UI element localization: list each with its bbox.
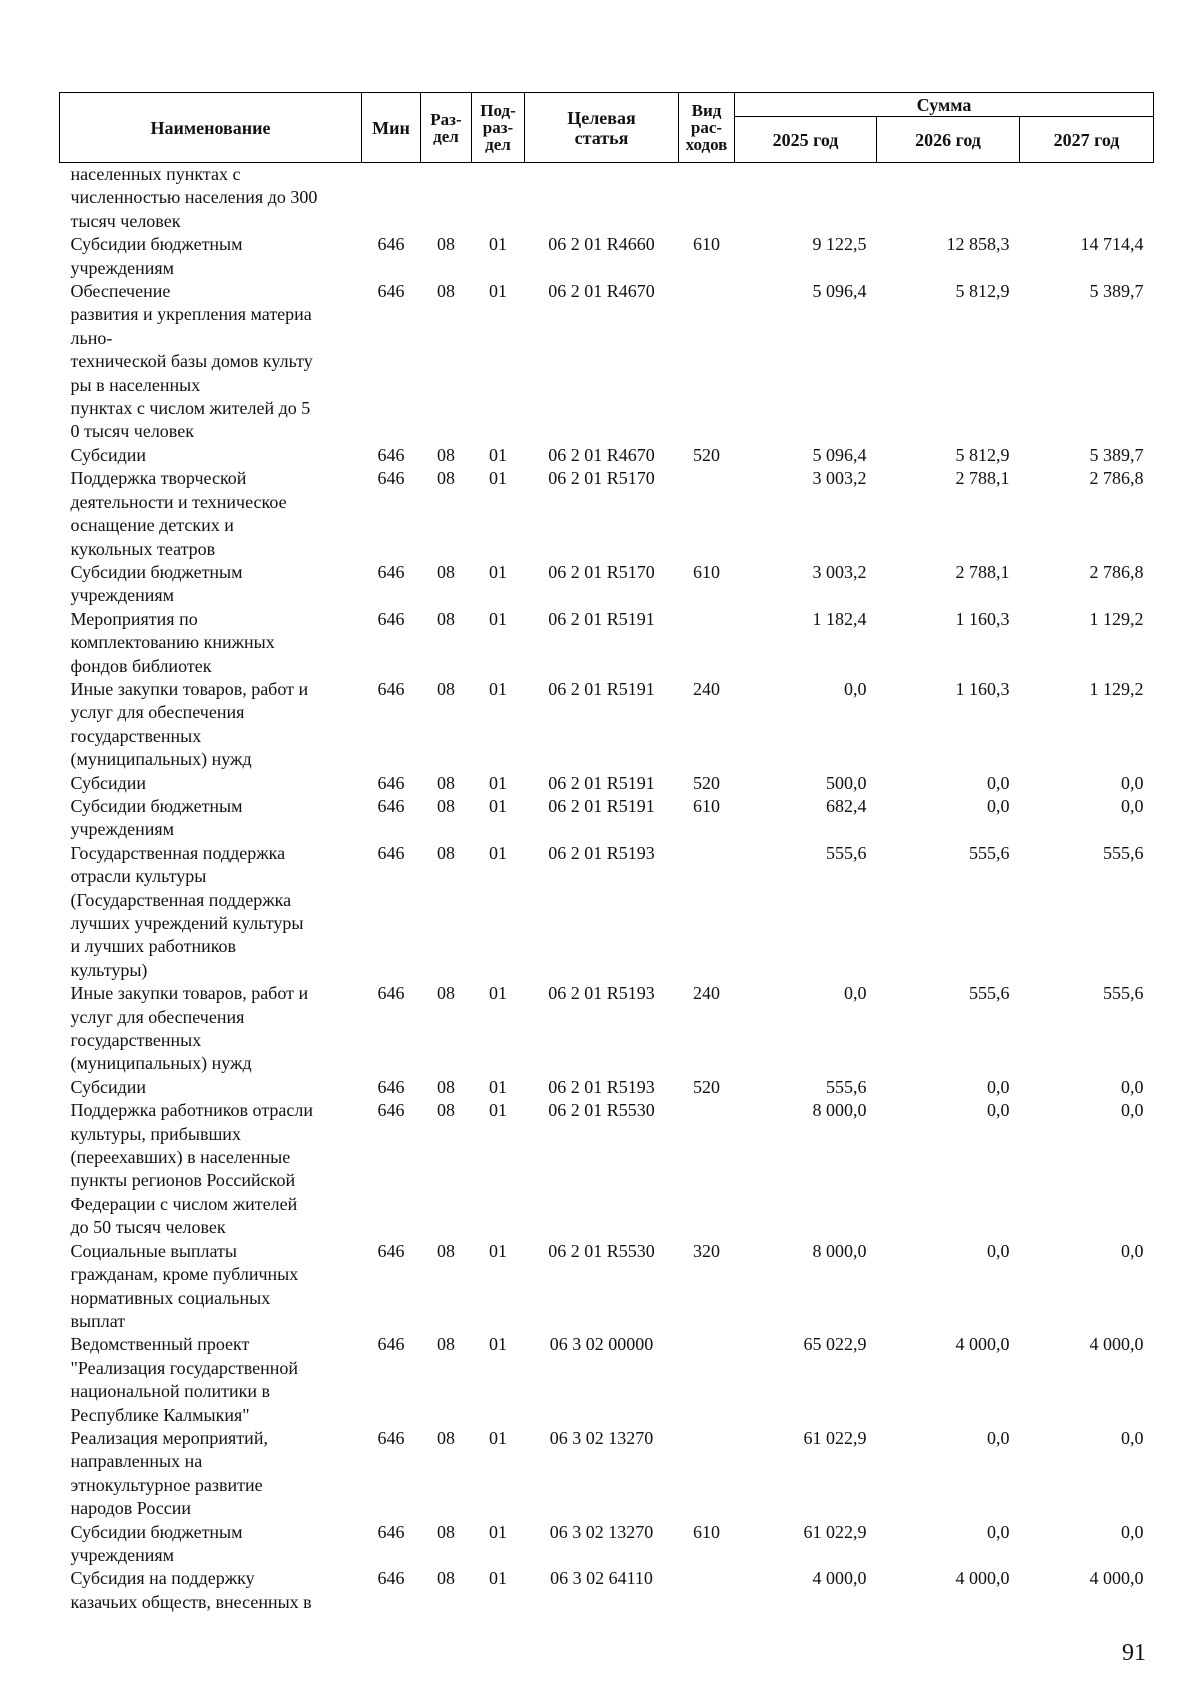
header-year-2026: 2026 год [877,117,1020,163]
row-sum-2027: 0,0 [1121,772,1144,793]
row-sum-2026: 2 788,1 [955,561,1010,582]
row-section-code: 08 [437,1100,455,1121]
row-target-article: 06 2 01 R5193 [548,983,655,1004]
row-sum-2027: 0,0 [1121,1427,1144,1448]
header-razdel: Раз- дел [421,93,472,163]
row-section-code: 08 [437,1427,455,1448]
row-sum-2025: 0,0 [844,678,867,699]
row-target-article: 06 2 01 R5193 [548,1076,655,1097]
row-sum-2025 [735,163,877,234]
row-name: Субсидии [70,772,147,793]
row-name: Обеспечение развития и укрепления материа льно- технической базы домов культу ры в населенных пунктах с числом жителей до 5 0 тысяч человек [70,281,313,442]
table-row [60,772,1154,795]
row-ministry-code [362,163,421,234]
table-row [60,1567,1154,1614]
table-row [60,1240,1154,1334]
header-expense-type: Вид рас- ходов [679,93,735,163]
row-ministry-code: 646 [377,842,405,863]
row-sum-2025: 8 000,0 [812,1240,867,1261]
row-sum-2026: 0,0 [987,1240,1010,1261]
row-expense-type: 610 [693,234,720,255]
row-sum-2027: 14 714,4 [1080,234,1144,255]
row-section-code: 08 [437,1240,455,1261]
row-name: Субсидии бюджетным учреждениям [70,234,243,278]
row-ministry-code: 646 [377,1240,405,1261]
row-subsection-code: 01 [489,772,507,793]
row-subsection-code: 01 [489,561,507,582]
row-sum-2025: 682,4 [826,795,867,816]
row-name: Субсидии бюджетным учреждениям [70,795,243,840]
row-ministry-code: 646 [377,772,405,793]
row-sum-2025: 1 182,4 [812,608,867,629]
row-sum-2027: 1 129,2 [1089,678,1144,699]
row-section-code: 08 [437,1521,455,1542]
budget-table [59,92,1154,1614]
table-row [60,1427,1154,1521]
header-min: Мин [362,93,421,163]
row-subsection-code: 01 [489,983,507,1004]
row-sum-2025: 3 003,2 [812,561,867,582]
row-sum-2026: 4 000,0 [955,1334,1010,1355]
row-sum-2026: 0,0 [987,772,1010,793]
row-ministry-code: 646 [377,795,405,816]
row-expense-type [679,842,735,982]
row-sum-2027: 0,0 [1121,1521,1144,1542]
row-target-article: 06 2 01 R5191 [548,795,655,816]
table-row [60,163,1154,234]
row-expense-type: 240 [693,678,720,699]
table-row [60,233,1154,280]
row-sum-2027: 4 000,0 [1089,1334,1144,1355]
row-sum-2026: 0,0 [987,1076,1010,1097]
row-name: Субсидии бюджетным учреждениям [70,561,243,606]
row-target-article: 06 2 01 R5191 [548,608,655,629]
header-sum: Сумма [735,93,1154,117]
row-name: Субсидии [70,1076,147,1097]
row-ministry-code: 646 [377,1568,405,1589]
row-sum-2026: 1 160,3 [955,608,1010,629]
row-target-article: 06 2 01 R4660 [548,234,655,255]
row-expense-type: 520 [693,1076,720,1097]
row-sum-2026: 5 812,9 [955,444,1010,465]
row-subsection-code: 01 [489,1076,507,1097]
row-expense-type [679,608,735,678]
row-ministry-code: 646 [377,1521,405,1542]
row-target-article: 06 2 01 R5530 [548,1100,655,1121]
row-sum-2025: 61 022,9 [803,1521,867,1542]
row-sum-2025: 555,6 [826,1076,867,1097]
table-row [60,795,1154,842]
row-target-article: 06 2 01 R5191 [548,678,655,699]
row-subsection-code: 01 [489,842,507,863]
row-expense-type: 520 [693,772,720,793]
row-name: Поддержка творческой деятельности и техническое оснащение детских и кукольных театров [70,468,287,559]
row-subsection-code: 01 [489,468,507,489]
header-name: Наименование [60,93,362,163]
row-section-code: 08 [437,795,455,816]
row-sum-2026: 5 812,9 [955,281,1010,302]
row-sum-2027: 0,0 [1121,795,1144,816]
row-target-article: 06 2 01 R5193 [548,842,655,863]
row-expense-type: 520 [693,444,720,465]
row-section-code: 08 [437,444,455,465]
table-row [60,678,1154,772]
row-sum-2027 [1020,163,1154,234]
table-row [60,608,1154,678]
row-sum-2027: 0,0 [1121,1240,1144,1261]
row-sum-2027: 0,0 [1121,1100,1144,1121]
row-name: Субсидии бюджетным учреждениям [70,1521,243,1565]
row-target-article: 06 3 02 13270 [549,1427,654,1448]
row-ministry-code: 646 [377,983,405,1004]
row-section-code: 08 [437,1076,455,1097]
row-name: Реализация мероприятий, направленных на этнокультурное развитие народов России [70,1427,268,1519]
row-subsection-code: 01 [489,234,507,255]
row-section-code: 08 [437,561,455,582]
row-section-code: 08 [437,678,455,699]
table-row [60,842,1154,982]
row-section-code: 08 [437,234,455,255]
row-ministry-code: 646 [377,234,405,255]
row-name: Поддержка работников отрасли культуры, прибывших (переехавших) в населенные пункты регионов Российской Федерации с числом жителей до 50 тысяч человек [70,1100,313,1238]
row-sum-2025: 5 096,4 [812,444,867,465]
table-header [60,93,1154,163]
row-section-code: 08 [437,983,455,1004]
row-name: Иные закупки товаров, работ и услуг для обеспечения государственных (муниципальных) нужд [70,983,309,1074]
row-sum-2026: 555,6 [969,842,1010,863]
row-ministry-code: 646 [377,468,405,489]
row-subsection-code: 01 [489,1100,507,1121]
row-target-article [525,163,679,234]
table-row [60,1099,1154,1239]
row-target-article: 06 3 02 64110 [550,1568,653,1589]
row-sum-2026: 0,0 [987,1521,1010,1542]
row-sum-2026: 555,6 [969,983,1010,1004]
row-sum-2025: 0,0 [844,983,867,1004]
row-sum-2027: 2 786,8 [1089,468,1144,489]
row-subsection-code [472,163,525,234]
row-target-article: 06 2 01 R4670 [548,444,655,465]
row-expense-type [679,1333,735,1427]
header-year-2025: 2025 год [735,117,877,163]
row-ministry-code: 646 [377,1076,405,1097]
row-expense-type [679,1427,735,1521]
row-name: Ведомственный проект "Реализация государственной национальной политики в Республике Калмыкия" [70,1334,299,1425]
row-sum-2026: 4 000,0 [955,1568,1010,1589]
row-name: Мероприятия по комплектованию книжных фондов библиотек [70,608,275,676]
table-row [60,1333,1154,1427]
row-sum-2026: 0,0 [987,795,1010,816]
table-body [60,163,1154,1615]
row-sum-2026: 2 788,1 [955,468,1010,489]
row-section-code: 08 [437,281,455,302]
row-name: Субсидия на поддержку казачьих обществ, внесенных в [70,1568,312,1612]
row-sum-2025: 4 000,0 [812,1568,867,1589]
row-expense-type: 610 [693,1521,720,1542]
row-sum-2027: 555,6 [1103,983,1144,1004]
row-ministry-code: 646 [377,561,405,582]
row-expense-type: 240 [693,983,720,1004]
table-row [60,467,1154,561]
row-sum-2025: 3 003,2 [812,468,867,489]
row-ministry-code: 646 [377,444,405,465]
table-row [60,982,1154,1076]
row-sum-2025: 500,0 [826,772,867,793]
row-section-code: 08 [437,1568,455,1589]
row-subsection-code: 01 [489,608,507,629]
page-number: 91 [1122,1640,1146,1666]
row-target-article: 06 2 01 R5170 [548,561,655,582]
row-section-code: 08 [437,1334,455,1355]
row-ministry-code: 646 [377,1100,405,1121]
row-section-code: 08 [437,772,455,793]
row-ministry-code: 646 [377,678,405,699]
row-subsection-code: 01 [489,1521,507,1542]
row-subsection-code: 01 [489,281,507,302]
row-section-code: 08 [437,842,455,863]
row-sum-2025: 555,6 [826,842,867,863]
row-expense-type: 610 [693,561,720,582]
table-row [60,280,1154,444]
row-sum-2026: 1 160,3 [955,678,1010,699]
row-name: Государственная поддержка отрасли культуры (Государственная поддержка лучших учреждений культуры и лучших работников культуры) [70,842,304,980]
row-subsection-code: 01 [489,1568,507,1589]
row-section-code: 08 [437,608,455,629]
row-sum-2027: 1 129,2 [1089,608,1144,629]
row-ministry-code: 646 [377,281,405,302]
row-subsection-code: 01 [489,1334,507,1355]
row-name: Субсидии [70,444,147,465]
row-sum-2027: 5 389,7 [1089,444,1144,465]
row-sum-2026 [877,163,1020,234]
header-target-article: Целевая статья [525,93,679,163]
row-expense-type [679,1567,735,1614]
row-subsection-code: 01 [489,1427,507,1448]
header-year-2027: 2027 год [1020,117,1154,163]
table-row [60,561,1154,608]
row-target-article: 06 3 02 00000 [549,1334,654,1355]
row-subsection-code: 01 [489,678,507,699]
row-target-article: 06 2 01 R4670 [548,281,655,302]
row-expense-type: 320 [693,1240,720,1261]
row-sum-2025: 8 000,0 [812,1100,867,1121]
row-name: Социальные выплаты гражданам, кроме публичных нормативных социальных выплат [70,1240,299,1331]
table-row [60,1521,1154,1568]
table-row [60,444,1154,467]
row-name: населенных пунктах с численностью населения до 300 тысяч человек [70,164,318,231]
row-name: Иные закупки товаров, работ и услуг для обеспечения государственных (муниципальных) нужд [70,678,309,770]
row-sum-2027: 5 389,7 [1089,281,1144,302]
header-podrazdel: Под- раз- дел [472,93,525,163]
row-sum-2026: 0,0 [987,1100,1010,1121]
row-ministry-code: 646 [377,1334,405,1355]
row-target-article: 06 2 01 R5170 [548,468,655,489]
row-sum-2026: 0,0 [987,1427,1010,1448]
row-sum-2027: 4 000,0 [1089,1568,1144,1589]
row-sum-2027: 555,6 [1103,842,1144,863]
row-ministry-code: 646 [377,608,405,629]
row-section-code [421,163,472,234]
row-subsection-code: 01 [489,795,507,816]
row-sum-2025: 9 122,5 [812,234,867,255]
row-sum-2026: 12 858,3 [946,234,1010,255]
row-section-code: 08 [437,468,455,489]
row-subsection-code: 01 [489,444,507,465]
row-expense-type [679,1099,735,1239]
row-sum-2027: 2 786,8 [1089,561,1144,582]
table-row [60,1076,1154,1099]
row-ministry-code: 646 [377,1427,405,1448]
row-sum-2025: 5 096,4 [812,281,867,302]
row-target-article: 06 3 02 13270 [549,1521,654,1542]
row-sum-2025: 65 022,9 [803,1334,867,1355]
row-expense-type [679,163,735,234]
row-expense-type [679,467,735,561]
row-subsection-code: 01 [489,1240,507,1261]
row-target-article: 06 2 01 R5530 [548,1240,655,1261]
row-target-article: 06 2 01 R5191 [548,772,655,793]
row-sum-2025: 61 022,9 [803,1427,867,1448]
row-expense-type [679,280,735,444]
row-expense-type: 610 [693,795,720,816]
row-sum-2027: 0,0 [1121,1076,1144,1097]
